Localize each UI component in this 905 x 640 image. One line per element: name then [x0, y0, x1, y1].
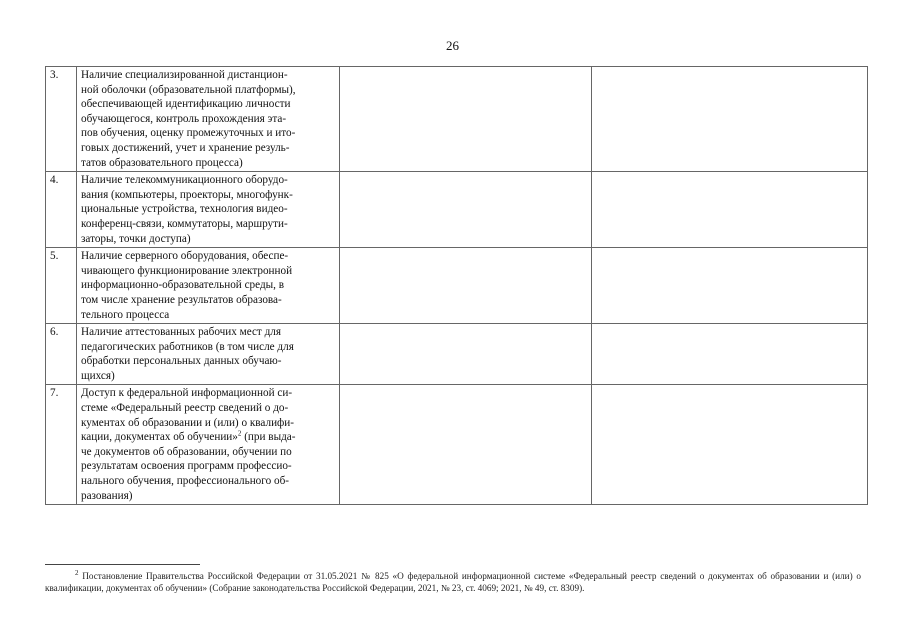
row-cell-empty-a [340, 385, 592, 505]
requirements-table [45, 66, 868, 505]
table-row [46, 248, 868, 324]
row-number: 4. [46, 172, 77, 248]
row-cell-empty-b [592, 385, 868, 505]
row-description-part2: (при выда- че документов об образовании, обучении по результатам освоения программ профессио- нального обучения, профессионального об- разования) [81, 431, 296, 502]
row-description-part1: Доступ к федеральной информационной си- стеме «Федеральный реестр сведений о до- кументах об образовании и (или) о квалифи- кации, документах об обучении» [81, 387, 295, 444]
row-description: Наличие серверного оборудования, обеспе- чивающего функционирование электронной информационно-образовательной среды, в том числе хранение результатов образова- тельного процесса [77, 248, 340, 324]
table-row [46, 172, 868, 248]
row-description: Наличие аттестованных рабочих мест для педагогических работников (в том числе для обработки персональных данных обучаю- щихся) [77, 324, 340, 385]
footnote [45, 570, 861, 594]
row-number: 3. [46, 67, 77, 172]
footnote-text: Постановление Правительства Российской Федерации от 31.05.2021 № 825 «О федеральной информационной системе «Федеральный реестр сведений о документах об образовании и (или) о квалификации, документах об обучении» (Собрание законодательства Российской Федерации, 2021, № 23, ст. 4069; 2021, № 49, ст. 8309). [45, 571, 861, 593]
footnote-separator [45, 564, 200, 565]
row-description: Наличие телекоммуникационного оборудо- вания (компьютеры, проекторы, многофунк- циональные устройства, технология видео- конференц-связи, коммутаторы, маршрути- заторы, точки доступа) [77, 172, 340, 248]
row-number: 5. [46, 248, 77, 324]
table-row [46, 67, 868, 172]
table-row [46, 385, 868, 505]
row-description [77, 385, 340, 505]
row-cell-empty-a [340, 324, 592, 385]
row-description: Наличие специализированной дистанцион- ной оболочки (образовательной платформы), обеспечивающей идентификацию личности обучающегося, контроль прохождения эта- пов обучения, оценку промежуточных и ито- говых достижений, учет и хранение резуль- татов образовательного процесса) [77, 67, 340, 172]
footnote-marker: 2 [75, 568, 79, 577]
row-cell-empty-b [592, 67, 868, 172]
row-cell-empty-a [340, 172, 592, 248]
row-cell-empty-b [592, 172, 868, 248]
row-cell-empty-a [340, 248, 592, 324]
row-cell-empty-b [592, 248, 868, 324]
footnote-reference[interactable]: 2 [237, 429, 242, 438]
row-cell-empty-b [592, 324, 868, 385]
row-cell-empty-a [340, 67, 592, 172]
table-row [46, 324, 868, 385]
row-number: 6. [46, 324, 77, 385]
page-number: 26 [446, 38, 459, 53]
row-number: 7. [46, 385, 77, 505]
